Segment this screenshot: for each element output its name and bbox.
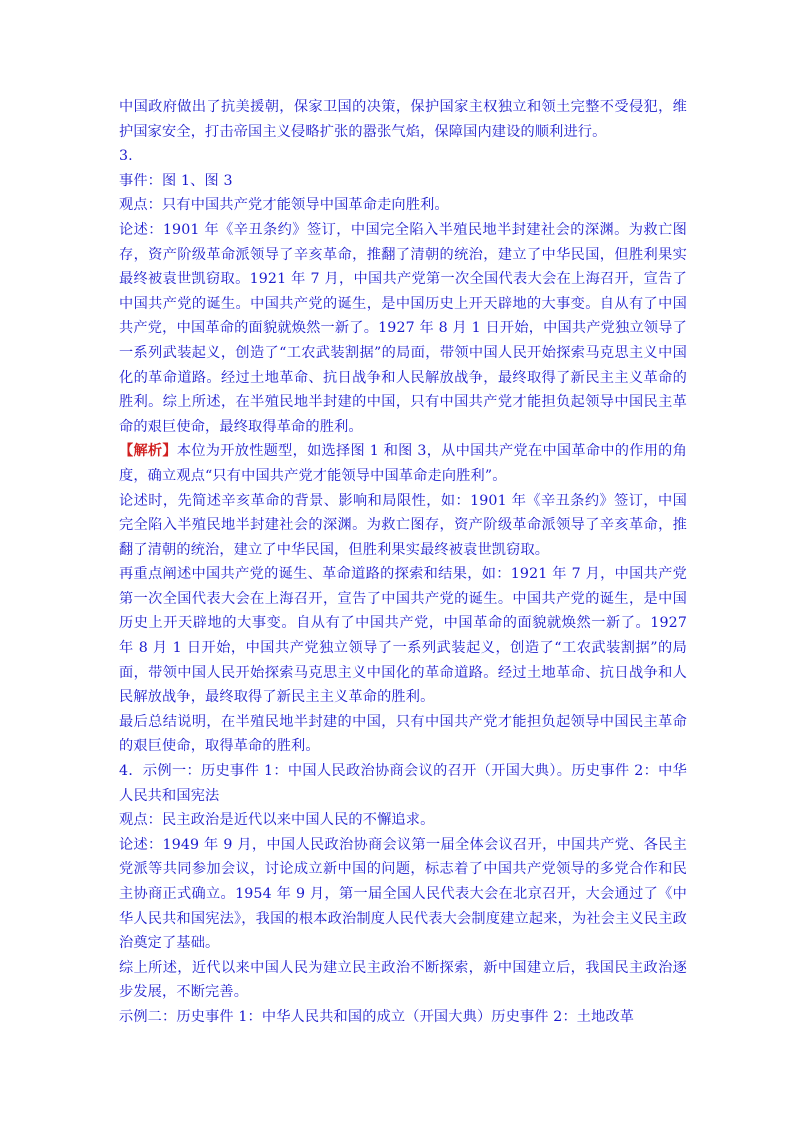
viewpoint-democracy-line: 观点：民主政治是近代以来中国人民的不懈追求。 xyxy=(119,812,435,829)
question-number-3: 3. xyxy=(119,148,133,165)
question-4-example-1: 4．示例一：历史事件 1：中国人民政治协商会议的召开（开国大典）。历史事件 2：中华人民共和国宪法 xyxy=(119,763,687,804)
document-page xyxy=(119,95,687,1030)
viewpoint-line: 观点：只有中国共产党才能领导中国革命走向胜利。 xyxy=(119,197,449,214)
analysis-summary-paragraph: 最后总结说明，在半殖民地半封建的中国，只有中国共产党才能担负起领导中国民主革命的艰巨使命，取得革命的胜利。 xyxy=(119,713,687,755)
analysis-xinhai-paragraph: 论述时，先简述辛亥革命的背景、影响和局限性，如：1901 年《辛丑条约》签订，中国完全陷入半殖民地半封建社会的深渊。为救亡图存，资产阶级革命派领导了辛亥革命，推翻了清朝的统治，建立了中华民国，但胜利果实最终被袁世凯窃取。 xyxy=(119,492,687,558)
argument-democracy-paragraph: 论述：1949 年 9 月，中国人民政治协商会议第一届全体会议召开，中国共产党、各民主党派等共同参加会议，讨论成立新中国的问题，标志着了中国共产党领导的多党合作和民主协商正式确立。1954 年 9 月，第一届全国人民代表大会在北京召开，大会通过了《中华人民共和国宪法》，我国的根本政治制度人民代表大会制度建立起来，为社会主义民主政治奠定了基础。 xyxy=(119,836,687,952)
question-4-example-2: 示例二：历史事件 1：中华人民共和国的成立（开国大典）历史事件 2：土地改革 xyxy=(119,1008,635,1025)
analysis-paragraph xyxy=(119,439,687,488)
events-line: 事件：图 1、图 3 xyxy=(119,172,233,189)
paragraph-resist-us-aid-korea: 中国政府做出了抗美援朝，保家卫国的决策，保护国家主权独立和领土完整不受侵犯，维护国家安全，打击帝国主义侵略扩张的嚣张气焰，保障国内建设的顺利进行。 xyxy=(119,99,687,140)
analysis-text: 本位为开放性题型，如选择图 1 和图 3，从中国共产党在中国革命中的作用的角度，确立观点“只有中国共产党才能领导中国革命走向胜利”。 xyxy=(119,443,687,484)
analysis-ccp-paragraph: 再重点阐述中国共产党的诞生、革命道路的探索和结果，如：1921 年 7 月，中国共产党第一次全国代表大会在上海召开，宣告了中国共产党的诞生。中国共产党的诞生，是中国历史上开天辟地的大事变。自从有了中国共产党，中国革命的面貌就焕然一新了。1927 年 8 月 1 日开始，中国共产党独立领导了一系列武装起义，创造了“工农武装割据”的局面，带领中国人民开始探索马克思主义中国化的革命道路。经过土地革命、抗日战争和人民解放战争，最终取得了新民主主义革命的胜利。 xyxy=(119,566,687,706)
analysis-tag: 【解析】 xyxy=(119,443,177,460)
summary-democracy-paragraph: 综上所述，近代以来中国人民为建立民主政治不断探索，新中国建立后，我国民主政治逐步发展，不断完善。 xyxy=(119,959,687,1001)
argument-paragraph: 论述：1901 年《辛丑条约》签订，中国完全陷入半殖民地半封建社会的深渊。为救亡图存，资产阶级革命派领导了辛亥革命，推翻了清朝的统治，建立了中华民国，但胜利果实最终被袁世凯窃取。1921 年 7 月，中国共产党第一次全国代表大会在上海召开，宣告了中国共产党的诞生。中国共产党的诞生，是中国历史上开天辟地的大事变。自从有了中国共产党，中国革命的面貌就焕然一新了。1927 年 8 月 1 日开始，中国共产党独立领导了一系列武装起义，创造了“工农武装割据”的局面，带领中国人民开始探索马克思主义中国化的革命道路。经过土地革命、抗日战争和人民解放战争，最终取得了新民主主义革命的胜利。综上所述，在半殖民地半封建的中国，只有中国共产党才能担负起领导中国民主革命的艰巨使命，最终取得革命的胜利。 xyxy=(119,221,687,435)
